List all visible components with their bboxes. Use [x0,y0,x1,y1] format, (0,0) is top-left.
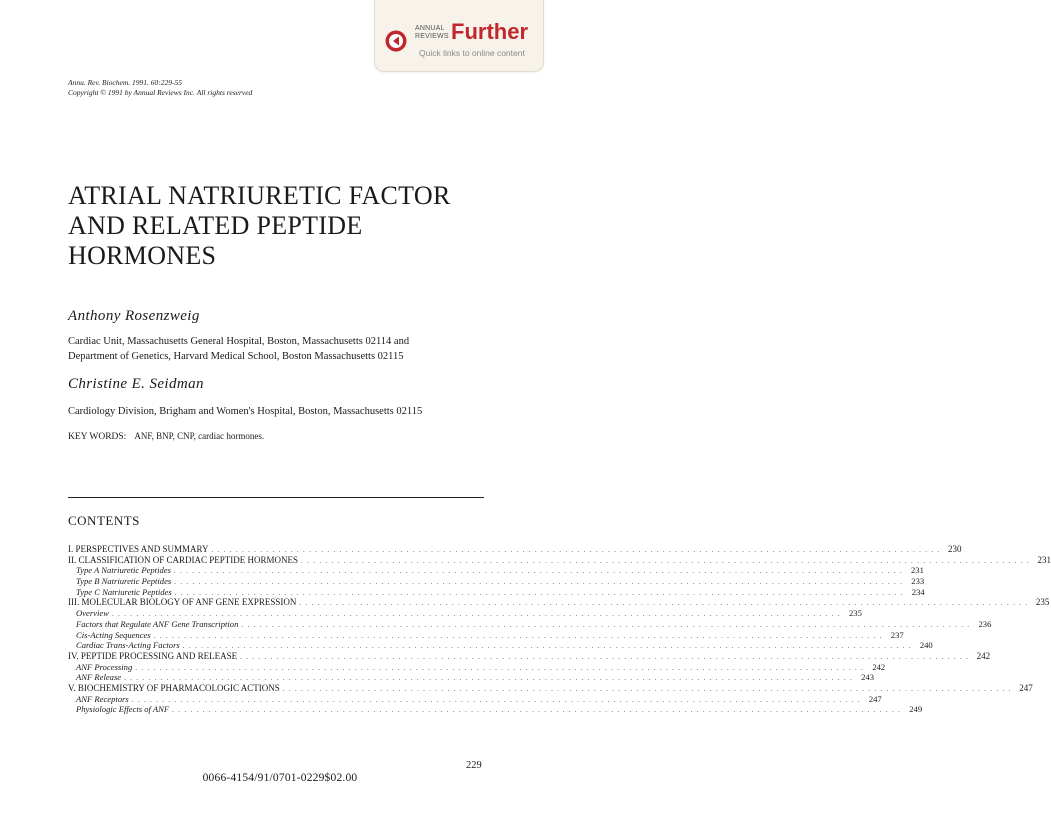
badge-further-label: Further [451,19,528,44]
table-of-contents [68,544,1051,715]
citation-copyright: Copyright © 1991 by Annual Reviews Inc. All rights reserved [68,88,253,97]
title-line: HORMONES [68,241,217,270]
toc-entry[interactable] [68,608,862,619]
title-line: ATRIAL NATRIURETIC FACTOR [68,181,451,210]
toc-entry[interactable] [68,597,1050,608]
toc-entry-page: 235 [1035,597,1050,608]
author-affiliation [68,334,508,364]
toc-entry-label: ANF Receptors [76,693,129,704]
toc-entry-label: II. CLASSIFICATION OF CARDIAC PEPTIDE HORMONES [68,554,299,565]
toc-entry-label: Cardiac Trans-Acting Factors [76,640,180,651]
toc-entry[interactable] [68,554,1051,566]
toc-leader-dots: . . . . . . . . . . . . . . . . . . . . . . . . . . . . . . . . . . . . . . . . . . . . . . . . . . . . . . . . . . . . . . . . . . . . . . . . . . . . . . . . . . . . . . . . . . . . . . . . . . . . . . . . . . . . . . . . . . . . . . . . [173,567,903,576]
citation-block [68,78,252,98]
toc-entry[interactable] [68,544,962,555]
toc-entry-page: 242 [976,650,991,661]
page-number: 229 [466,760,482,771]
toc-entry-page: 247 [868,693,882,704]
toc-entry-page: 242 [872,661,886,672]
toc-entry[interactable] [68,672,875,683]
annual-reviews-logo-icon [385,30,407,52]
toc-entry-label: Type C Natriuretic Peptides [76,586,172,597]
toc-entry-page: 233 [911,576,925,587]
toc-entry[interactable] [68,682,1033,694]
annual-reviews-further-badge[interactable] [374,0,544,72]
affiliation-line: Cardiac Unit, Massachusetts General Hospital, Boston, Massachusetts 02114 and [68,336,410,347]
toc-leader-dots: . . . . . . . . . . . . . . . . . . . . . . . . . . . . . . . . . . . . . . . . . . . . . . . . . . . . . . . . . . . . . . . . . . . . . . . . . . . . . . . . . . . . . . . . . . . . . . . . . . . . . . . . . . . . . . . . . . . . . . . . [182,642,912,651]
toc-entry[interactable] [68,693,882,705]
toc-entry-page: 247 [1019,682,1033,693]
toc-entry-label: Cis-Acting Sequences [76,629,151,640]
toc-entry-page: 231 [910,565,924,576]
toc-leader-dots: . . . . . . . . . . . . . . . . . . . . . . . . . . . . . . . . . . . . . . . . . . . . . . . . . . . . . . . . . . . . . . . . . . . . . . . . . . . . . . . . . . . . . . . . . . . . . . . . . . . . . . . . . . . . . . . . . . . . . . . . [241,620,971,629]
article-title [68,181,488,271]
keywords-line [68,431,264,442]
toc-entry[interactable] [68,640,933,651]
toc-entry-page: 237 [890,629,904,640]
affiliation-line: Cardiology Division, Brigham and Women's Hospital, Boston, Massachusetts 02115 [68,406,423,417]
author-name: Christine E. Seidman [68,376,204,392]
toc-entry-label: Type A Natriuretic Peptides [76,565,171,576]
toc-leader-dots: . . . . . . . . . . . . . . . . . . . . . . . . . . . . . . . . . . . . . . . . . . . . . . . . . . . . . . . . . . . . . . . . . . . . . . . . . . . . . . . . . . . . . . . . . . . . . . . . . . . . . . . . . . . . . . . . . . . . . . . . [282,684,1012,693]
toc-entry[interactable] [68,661,886,673]
toc-entry-label: I. PERSPECTIVES AND SUMMARY [68,544,209,554]
toc-leader-dots: . . . . . . . . . . . . . . . . . . . . . . . . . . . . . . . . . . . . . . . . . . . . . . . . . . . . . . . . . . . . . . . . . . . . . . . . . . . . . . . . . . . . . . . . . . . . . . . . . . . . . . . . . . . . . . . . . . . . . . . . [111,610,841,619]
toc-entry[interactable] [68,576,925,587]
toc-entry-page: 243 [861,672,875,683]
toc-entry-label: Overview [76,608,109,619]
toc-leader-dots: . . . . . . . . . . . . . . . . . . . . . . . . . . . . . . . . . . . . . . . . . . . . . . . . . . . . . . . . . . . . . . . . . . . . . . . . . . . . . . . . . . . . . . . . . . . . . . . . . . . . . . . . . . . . . . . . . . . . . . . . [131,695,861,704]
toc-entry-page: 235 [849,608,862,619]
toc-leader-dots: . . . . . . . . . . . . . . . . . . . . . . . . . . . . . . . . . . . . . . . . . . . . . . . . . . . . . . . . . . . . . . . . . . . . . . . . . . . . . . . . . . . . . . . . . . . . . . . . . . . . . . . . . . . . . . . . . . . . . . . . [174,578,904,587]
toc-entry-label: Factors that Regulate ANF Gene Transcription [76,618,239,629]
toc-entry[interactable] [68,629,904,641]
toc-entry-page: 236 [978,618,992,629]
contents-heading: CONTENTS [68,513,140,528]
author-name: Anthony Rosenzweig [68,308,200,324]
title-line: AND RELATED PEPTIDE [68,211,363,240]
toc-entry-label: ANF Processing [76,661,133,672]
toc-entry[interactable] [68,565,924,576]
toc-leader-dots: . . . . . . . . . . . . . . . . . . . . . . . . . . . . . . . . . . . . . . . . . . . . . . . . . . . . . . . . . . . . . . . . . . . . . . . . . . . . . . . . . . . . . . . . . . . . . . . . . . . . . . . . . . . . . . . . . . . . . . . . [174,588,904,597]
toc-entry-label: III. MOLECULAR BIOLOGY OF ANF GENE EXPRESSION [68,597,297,608]
toc-entry-page: 234 [911,586,925,597]
badge-quick-links-link[interactable]: Quick links to online content [419,48,525,58]
affiliation-line: Department of Genetics, Harvard Medical School, Boston Massachusetts 02115 [68,351,404,362]
toc-entry[interactable] [68,650,991,662]
toc-leader-dots: . . . . . . . . . . . . . . . . . . . . . . . . . . . . . . . . . . . . . . . . . . . . . . . . . . . . . . . . . . . . . . . . . . . . . . . . . . . . . . . . . . . . . . . . . . . . . . . . . . . . . . . . . . . . . . . . . . . . . . . . [135,663,865,672]
toc-leader-dots: . . . . . . . . . . . . . . . . . . . . . . . . . . . . . . . . . . . . . . . . . . . . . . . . . . . . . . . . . . . . . . . . . . . . . . . . . . . . . . . . . . . . . . . . . . . . . . . . . . . . . . . . . . . . . . . . . . . . . . . . [299,599,1029,608]
section-divider [68,497,484,498]
citation-journal: Annu. Rev. Biochem. 1991. 60:229-55 [68,78,182,87]
author-affiliation [68,404,508,419]
toc-entry[interactable] [68,618,992,630]
toc-entry-label: V. BIOCHEMISTRY OF PHARMACOLOGIC ACTIONS [68,682,280,693]
toc-entry-label: IV. PEPTIDE PROCESSING AND RELEASE [68,650,238,661]
toc-leader-dots: . . . . . . . . . . . . . . . . . . . . . . . . . . . . . . . . . . . . . . . . . . . . . . . . . . . . . . . . . . . . . . . . . . . . . . . . . . . . . . . . . . . . . . . . . . . . . . . . . . . . . . . . . . . . . . . . . . . . . . . . [172,706,902,715]
toc-entry-label: Physiologic Effects of ANF [76,704,170,715]
toc-entry-page: 249 [909,704,923,715]
toc-leader-dots: . . . . . . . . . . . . . . . . . . . . . . . . . . . . . . . . . . . . . . . . . . . . . . . . . . . . . . . . . . . . . . . . . . . . . . . . . . . . . . . . . . . . . . . . . . . . . . . . . . . . . . . . . . . . . . . . . . . . . . . . [211,546,941,554]
toc-entry-page: 231 [1037,554,1051,565]
keywords-values: ANF, BNP, CNP, cardiac hormones. [134,431,265,441]
toc-entry-label: Type B Natriuretic Peptides [76,576,172,587]
toc-entry-page: 230 [947,544,962,554]
toc-leader-dots: . . . . . . . . . . . . . . . . . . . . . . . . . . . . . . . . . . . . . . . . . . . . . . . . . . . . . . . . . . . . . . . . . . . . . . . . . . . . . . . . . . . . . . . . . . . . . . . . . . . . . . . . . . . . . . . . . . . . . . . . [153,631,883,640]
keywords-label: KEY WORDS: [68,432,127,442]
toc-entry-page: 240 [919,640,933,651]
toc-entry-label: ANF Release [76,672,122,683]
toc-entry[interactable] [68,586,925,598]
toc-leader-dots: . . . . . . . . . . . . . . . . . . . . . . . . . . . . . . . . . . . . . . . . . . . . . . . . . . . . . . . . . . . . . . . . . . . . . . . . . . . . . . . . . . . . . . . . . . . . . . . . . . . . . . . . . . . . . . . . . . . . . . . . [301,556,1030,565]
toc-leader-dots: . . . . . . . . . . . . . . . . . . . . . . . . . . . . . . . . . . . . . . . . . . . . . . . . . . . . . . . . . . . . . . . . . . . . . . . . . . . . . . . . . . . . . . . . . . . . . . . . . . . . . . . . . . . . . . . . . . . . . . . . [124,674,854,683]
toc-entry[interactable] [68,704,923,715]
toc-leader-dots: . . . . . . . . . . . . . . . . . . . . . . . . . . . . . . . . . . . . . . . . . . . . . . . . . . . . . . . . . . . . . . . . . . . . . . . . . . . . . . . . . . . . . . . . . . . . . . . . . . . . . . . . . . . . . . . . . . . . . . . . [240,652,970,661]
price-code-line: 0066-4154/91/0701-0229$02.00 [202,772,358,784]
badge-annual-reviews-text: ANNUAL REVIEWS [415,25,449,40]
